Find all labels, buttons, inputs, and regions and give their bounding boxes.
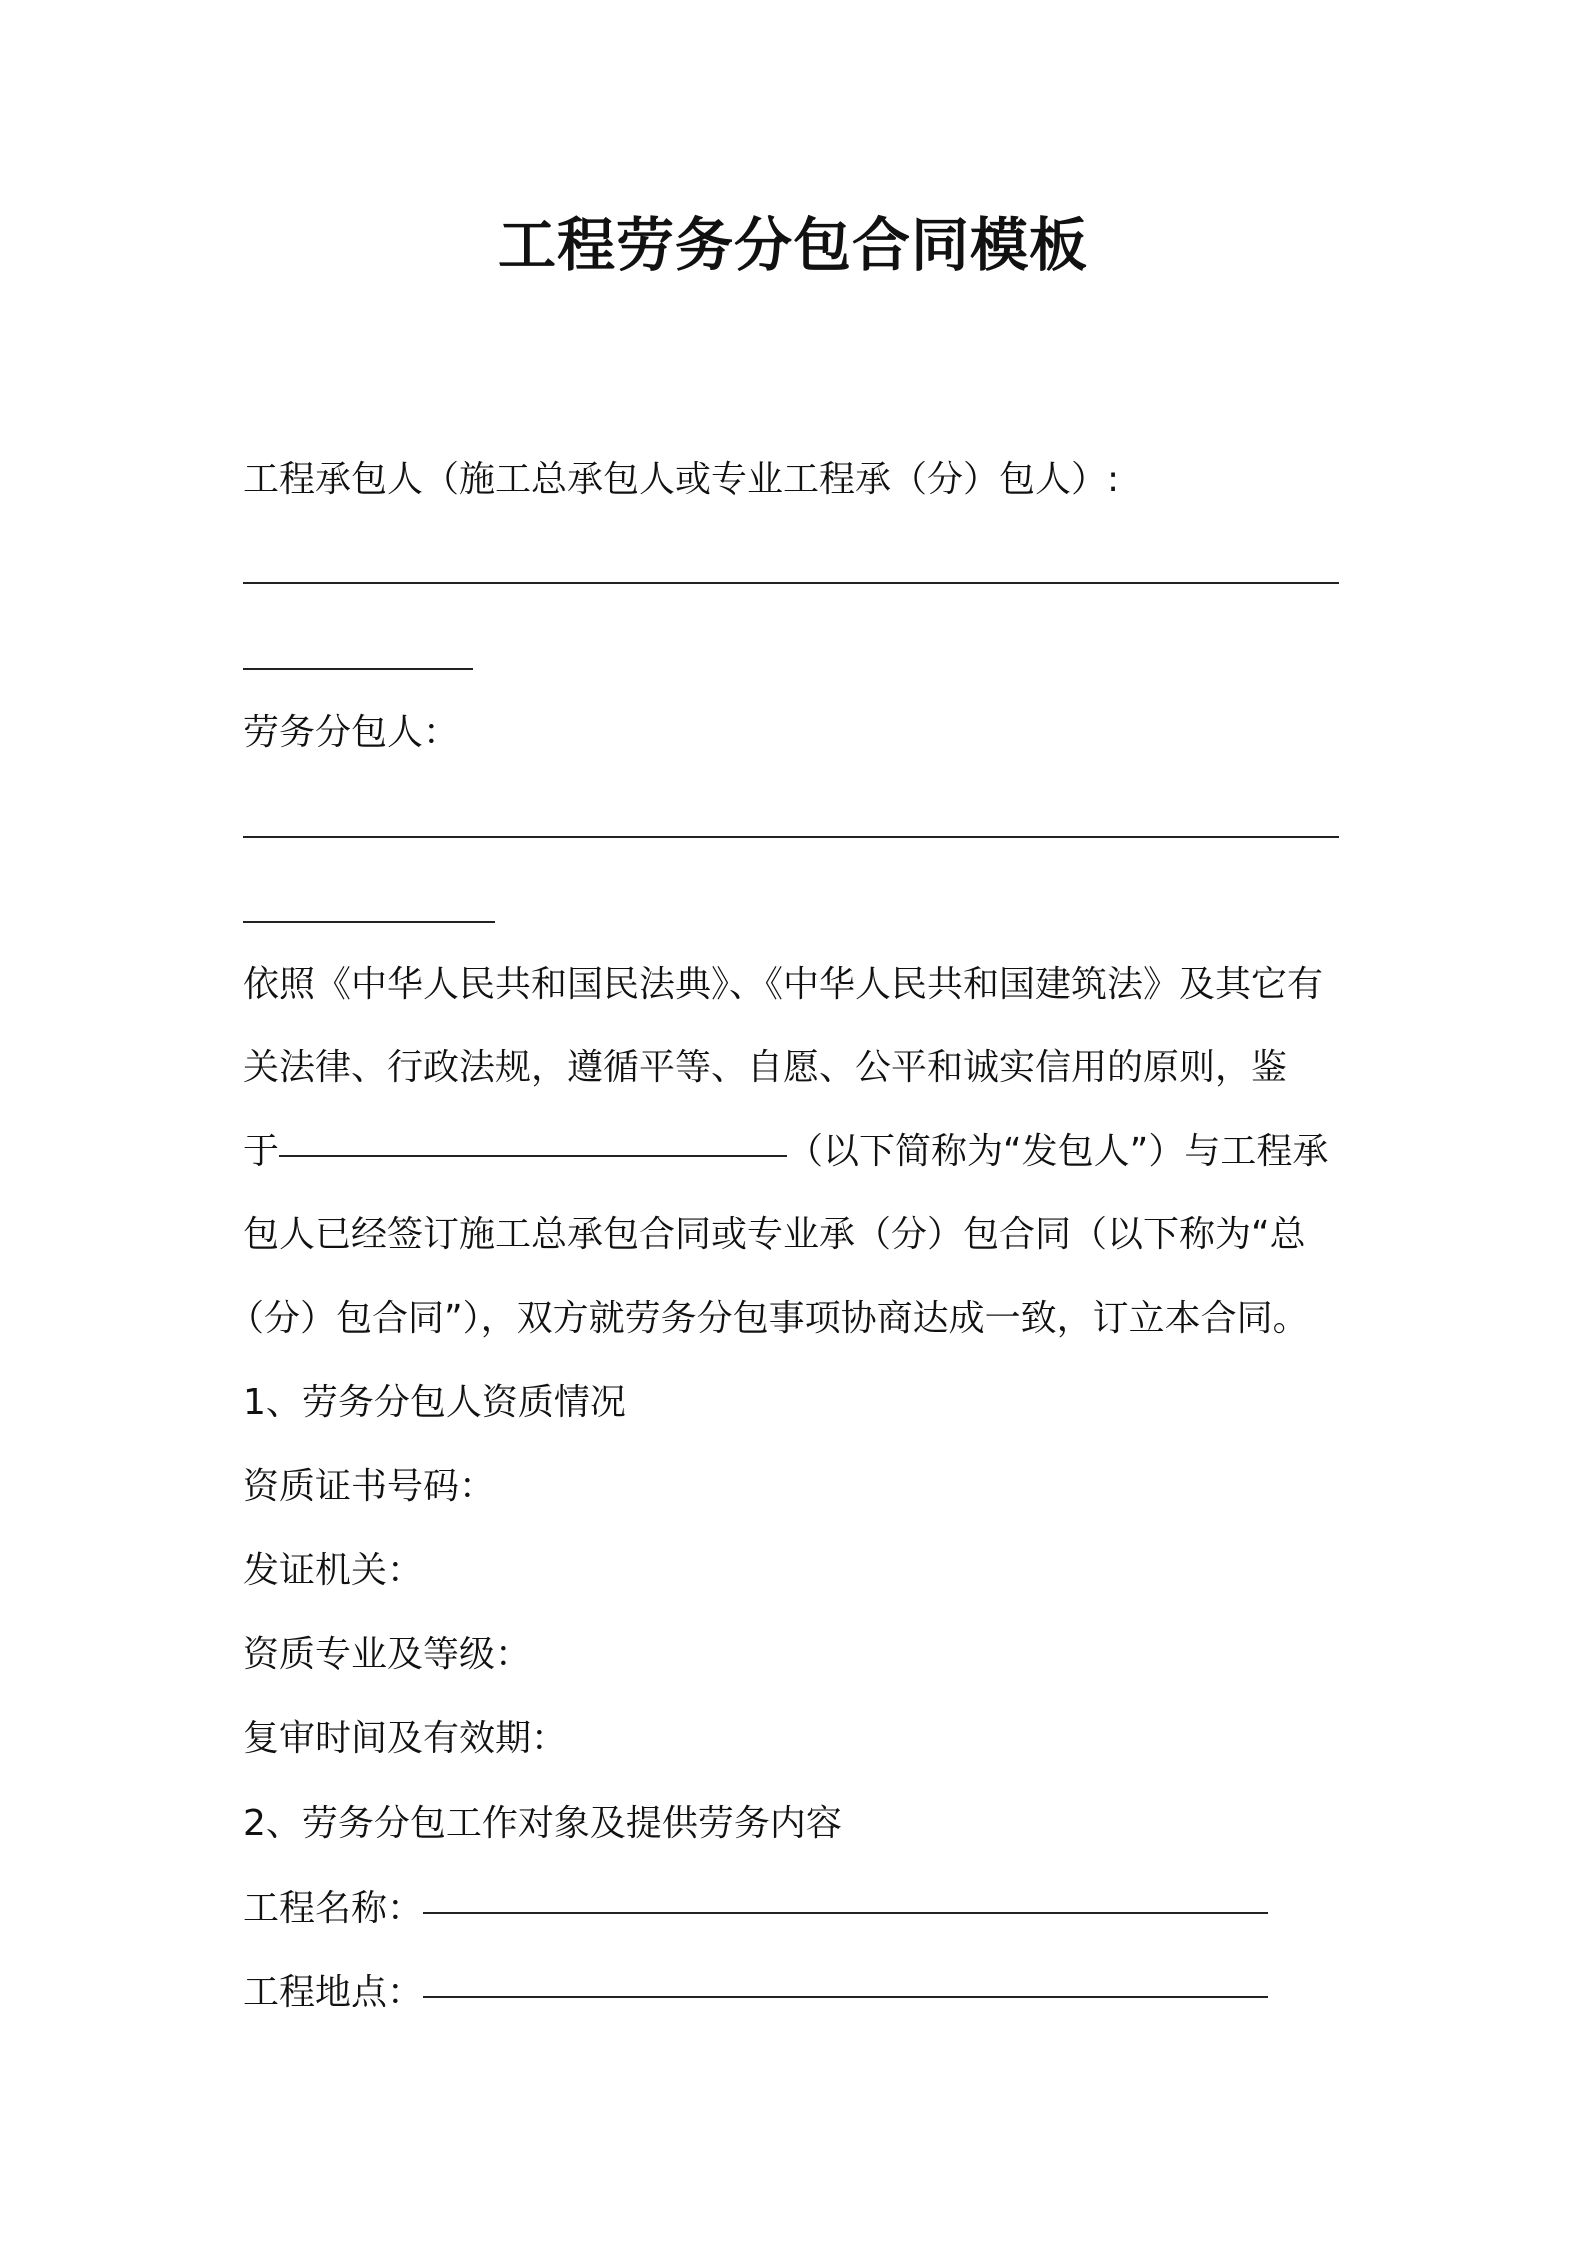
- contractor-blank-line-1: [243, 582, 1339, 584]
- employer-name-blank: [279, 1155, 787, 1157]
- subcontractor-label: 劳务分包人：: [243, 712, 460, 753]
- contractor-blank-line-2: [243, 668, 473, 670]
- project-location-blank: [423, 1996, 1268, 1998]
- issuing-authority-label: 发证机关：: [243, 1550, 424, 1591]
- preamble-line-5: （分）包合同”），双方就劳务分包事项协商达成一致，订立本合同。: [228, 1298, 1309, 1339]
- preamble-line-4: 包人已经签订施工总承包合同或专业承（分）包合同（以下称为“总: [243, 1214, 1306, 1255]
- section-2-heading: 2、劳务分包工作对象及提供劳务内容: [243, 1803, 842, 1844]
- preamble-line-3: [243, 1127, 1328, 1177]
- certificate-number-label: 资质证书号码：: [243, 1466, 496, 1507]
- document-title: 工程劳务分包合同模板: [497, 211, 1088, 279]
- preamble-line-3-prefix: 于: [243, 1131, 280, 1172]
- review-validity-label: 复审时间及有效期：: [243, 1718, 568, 1759]
- project-location-row: [243, 1968, 1268, 2018]
- project-name-blank: [423, 1912, 1268, 1914]
- project-name-row: [243, 1884, 1268, 1934]
- preamble-line-2: 关法律、行政法规，遵循平等、自愿、公平和诚实信用的原则，鉴: [243, 1047, 1288, 1088]
- subcontractor-blank-line-1: [243, 836, 1339, 838]
- project-name-label: 工程名称：: [243, 1888, 424, 1929]
- preamble-line-3-suffix: （以下简称为“发包人”）与工程承: [787, 1131, 1329, 1172]
- preamble-line-1: 依照《中华人民共和国民法典》、《中华人民共和国建筑法》及其它有: [243, 964, 1324, 1005]
- section-1-heading: 1、劳务分包人资质情况: [243, 1382, 626, 1423]
- project-location-label: 工程地点：: [243, 1972, 424, 2013]
- specialty-grade-label: 资质专业及等级：: [243, 1634, 532, 1675]
- contractor-label: 工程承包人（施工总承包人或专业工程承（分）包人）:: [243, 459, 1120, 500]
- subcontractor-blank-line-2: [243, 921, 495, 923]
